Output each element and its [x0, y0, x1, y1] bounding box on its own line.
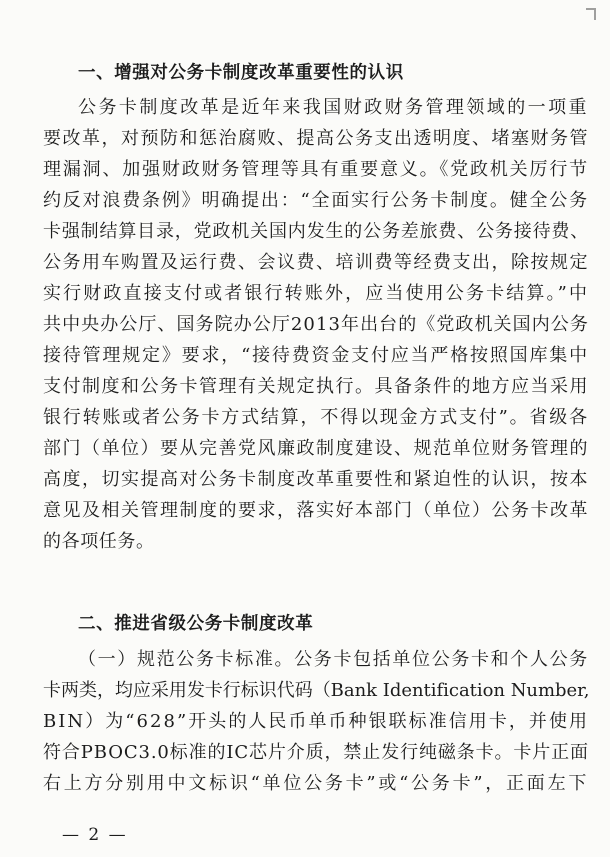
- body-line: 公务卡制度改革是近年来我国财政财务管理领域的一项重: [78, 97, 589, 118]
- body-line: 高度，切实提高对公务卡制度改革重要性和紧迫性的认识，按本: [43, 469, 589, 490]
- body-line: 公务用车购置及运行费、会议费、培训费等经费支出，除按规定: [43, 252, 589, 273]
- body-line: 要改革，对预防和惩治腐败、提高公务支出透明度、堵塞财务管: [43, 128, 589, 149]
- section-2-heading: 二、推进省级公务卡制度改革: [78, 614, 314, 634]
- body-line: 约反对浪费条例》明确提出：“全面实行公务卡制度。健全公务: [43, 190, 589, 211]
- body-line: 意见及相关管理制度的要求，落实好本部门（单位）公务卡改革: [43, 500, 589, 521]
- body-line: 卡强制结算目录，党政机关国内发生的公务差旅费、公务接待费、: [43, 221, 590, 242]
- section-1-heading: 一、增强对公务卡制度改革重要性的认识: [78, 63, 404, 83]
- body-line: 实行财政直接支付或者银行转账外，应当使用公务卡结算。”中: [43, 283, 590, 304]
- body-line: 共中央办公厅、国务院办公厅2013年出台的《党政机关国内公务: [43, 314, 589, 335]
- body-line: 右上方分别用中文标识“单位公务卡”或“公务卡”，正面左下: [43, 773, 590, 794]
- body-line: 接待管理规定》要求，“接待费资金支付应当严格按照国库集中: [43, 345, 589, 366]
- body-line: BIN）为“628”开头的人民币单币种银联标准信用卡，并使用: [43, 711, 590, 732]
- body-line: （一）规范公务卡标准。公务卡包括单位公务卡和个人公务: [78, 649, 589, 670]
- body-line: 支付制度和公务卡管理有关规定执行。具备条件的地方应当采用: [43, 376, 589, 397]
- body-line: 符合PBOC3.0标准的IC芯片介质，禁止发行纯磁条卡。卡片正面: [43, 742, 589, 763]
- page-number: — 2 —: [62, 825, 128, 845]
- body-line: 部门（单位）要从完善党风廉政制度建设、规范单位财务管理的: [43, 438, 589, 459]
- body-line: 理漏洞、加强财政财务管理等具有重要意义。《党政机关厉行节: [43, 159, 589, 180]
- body-line: 卡两类，均应采用发卡行标识代码（Bank Identification Number,: [43, 680, 590, 701]
- body-line: 的各项任务。: [43, 531, 155, 552]
- body-line: 银行转账或者公务卡方式结算，不得以现金方式支付”。省级各: [43, 407, 589, 428]
- scan-corner-mark: [586, 8, 596, 20]
